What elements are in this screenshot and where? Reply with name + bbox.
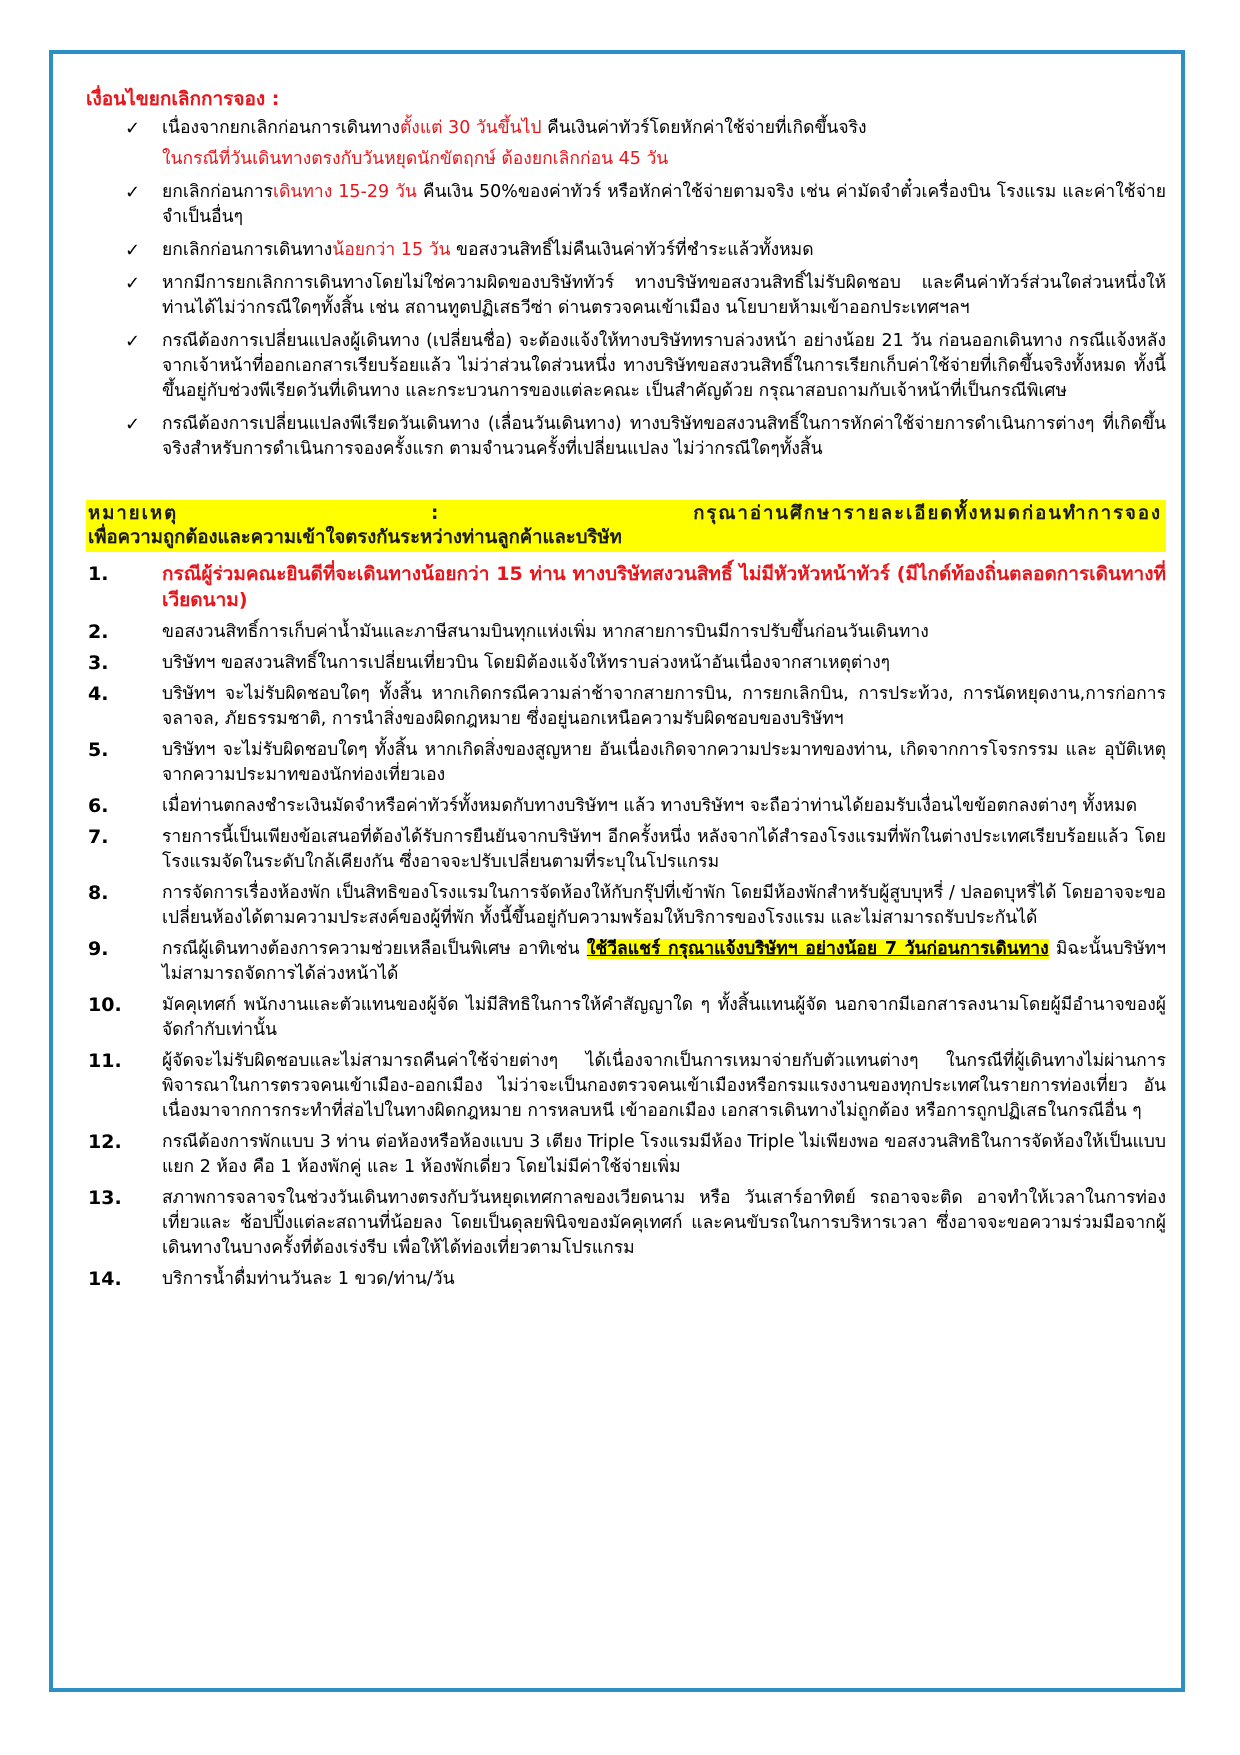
item-red-text: น้อยกว่า 15 วัน bbox=[332, 240, 451, 260]
term-number: 2. bbox=[88, 621, 109, 643]
cancellation-item bbox=[86, 329, 1166, 404]
term-text: การจัดการเรื่องห้องพัก เป็นสิทธิของโรงแรมในการจัดห้องให้กับกรุ๊ปที่เข้าพัก โดยมีห้องพักสำหรับผู้สูบบุหรี่ / ปลอดบุหรี่ได้ โดยอาจจะขอเปลี่ยนห้องได้ตามความประสงค์ของผู้ที่พัก ทั้งนี้ขึ้นอยู่กับความพร้อมให้บริการของโรงแรม และไม่สามารถรับประกันได้ bbox=[162, 883, 1166, 928]
term-item bbox=[86, 620, 1166, 645]
item-text: กรณีต้องการเปลี่ยนแปลงผู้เดินทาง (เปลี่ยนชื่อ) จะต้องแจ้งให้ทางบริษัททราบล่วงหน้า อย่างน้อย 21 วัน ก่อนออกเดินทาง กรณีแจ้งหลังจากเจ้าหน้าที่ออกเอกสารเรียบร้อยแล้ว ไม่ว่าส่วนใดส่วนหนึ่ง ทางบริษัทขอสงวนสิทธิ์ในการเรียกเก็บค่าใช้จ่ายที่เกิดขึ้นจริงทั้งหมด ทั้งนี้ขึ้นอยู่กับช่วงพีเรียดวันที่เดินทาง และกระบวนการของแต่ละคณะ เป็นสำคัญด้วย กรุณาสอบถามกับเจ้าหน้าที่เป็นกรณีพิเศษ bbox=[162, 331, 1166, 401]
term-text: บริการน้ำดื่มท่านวันละ 1 ขวด/ท่าน/วัน bbox=[162, 1269, 455, 1289]
term-number: 3. bbox=[88, 652, 109, 674]
term-item bbox=[86, 881, 1166, 931]
item-text: ยกเลิกก่อนการเดินทาง bbox=[162, 240, 333, 260]
item-text: เนื่องจากยกเลิกก่อนการเดินทาง bbox=[162, 118, 400, 138]
term-item bbox=[86, 1267, 1166, 1292]
term-item bbox=[86, 1049, 1166, 1124]
term-text: มัคคุเทศก์ พนักงานและตัวแทนของผู้จัด ไม่มีสิทธิในการให้คำสัญญาใด ๆ ทั้งสิ้นแทนผู้จัด นอกจากมีเอกสารลงนามโดยผู้มีอำนาจของผู้จัดกำกับเท่านั้น bbox=[162, 995, 1166, 1040]
term-text: กรณีผู้เดินทางต้องการความช่วยเหลือเป็นพิเศษ อาทิเช่น bbox=[162, 939, 587, 959]
term-number: 7. bbox=[88, 826, 109, 848]
term-item bbox=[86, 738, 1166, 788]
term-item bbox=[86, 1186, 1166, 1261]
cancellation-item bbox=[86, 238, 1166, 263]
note-subtitle: เพื่อความถูกต้องและความเข้าใจตรงกันระหว่างท่านลูกค้าและบริษัท bbox=[88, 527, 622, 548]
term-item bbox=[86, 794, 1166, 819]
term-item bbox=[86, 562, 1166, 614]
document-content bbox=[86, 86, 1166, 1298]
cancellation-list bbox=[86, 116, 1166, 462]
item-text: คืนเงินค่าทัวร์โดยหักค่าใช้จ่ายที่เกิดขึ้นจริง bbox=[541, 118, 867, 138]
term-text: เมื่อท่านตกลงชำระเงินมัดจำหรือค่าทัวร์ทั้งหมดกับทางบริษัทฯ แล้ว ทางบริษัทฯ จะถือว่าท่านได้ยอมรับเงื่อนไขข้อตกลงต่างๆ ทั้งหมด bbox=[162, 796, 1138, 816]
term-red-text: กรณีผู้ร่วมคณะยินดีที่จะเดินทางน้อยกว่า 15 ท่าน ทางบริษัทสงวนสิทธิ์ ไม่มีหัวหัวหน้าทัวร์ (มีไกด์ท้องถิ่นตลอดการเดินทางที่เวียดนาม) bbox=[162, 563, 1166, 611]
term-number: 1. bbox=[88, 563, 109, 585]
term-text: บริษัทฯ จะไม่รับผิดชอบใดๆ ทั้งสิ้น หากเกิดสิ่งของสูญหาย อันเนื่องเกิดจากความประมาทของท่าน, เกิดจากการโจรกรรม และ อุบัติเหตุจากความประมาทของนักท่องเที่ยวเอง bbox=[162, 740, 1166, 785]
item-text: ขอสงวนสิทธิ์ไม่คืนเงินค่าทัวร์ที่ชำระแล้วทั้งหมด bbox=[450, 240, 814, 260]
cancellation-item bbox=[86, 180, 1166, 230]
item-text: คืนเงิน 50%ของค่าทัวร์ หรือหักค่าใช้จ่ายตามจริง เช่น ค่ามัดจำตั๋วเครื่องบิน โรงแรม และค่าใช้จ่ายจำเป็นอื่นๆ bbox=[162, 182, 1166, 227]
cancellation-item bbox=[86, 116, 1166, 172]
term-item bbox=[86, 993, 1166, 1043]
check-icon: ✓ bbox=[125, 414, 141, 435]
term-number: 9. bbox=[88, 938, 109, 960]
term-text: มิฉะนั้นบริษัทฯไม่สามารถจัดการได้ล่วงหน้าได้ bbox=[162, 939, 1166, 984]
cancellation-item bbox=[86, 412, 1166, 462]
term-number: 6. bbox=[88, 795, 109, 817]
term-number: 5. bbox=[88, 739, 109, 761]
term-text: ขอสงวนสิทธิ์การเก็บค่าน้ำมันและภาษีสนามบินทุกแห่งเพิ่ม หากสายการบินมีการปรับขึ้นก่อนวันเดินทาง bbox=[162, 622, 929, 642]
item-red-text: เดินทาง 15-29 วัน bbox=[273, 182, 417, 202]
cancellation-item bbox=[86, 271, 1166, 321]
note-banner bbox=[86, 500, 1166, 552]
terms-list bbox=[86, 562, 1166, 1292]
term-item bbox=[86, 651, 1166, 676]
check-icon: ✓ bbox=[125, 118, 141, 139]
note-title: หมายเหตุ : กรุณาอ่านศึกษารายละเอียดทั้งหมดก่อนทำการจอง bbox=[88, 503, 1162, 524]
holiday-note: ในกรณีที่วันเดินทางตรงกับวันหยุดนักขัตฤกษ์ ต้องยกเลิกก่อน 45 วัน bbox=[162, 149, 669, 169]
term-number: 14. bbox=[88, 1268, 122, 1290]
term-item bbox=[86, 682, 1166, 732]
item-text: ยกเลิกก่อนการ bbox=[162, 182, 274, 202]
item-text: กรณีต้องการเปลี่ยนแปลงพีเรียดวันเดินทาง (เลื่อนวันเดินทาง) ทางบริษัทขอสงวนสิทธิ์ในการหักค่าใช้จ่ายการดำเนินการต่างๆ ที่เกิดขึ้นจริงสำหรับการดำเนินการจองครั้งแรก ตามจำนวนครั้งที่เปลี่ยนแปลง ไม่ว่ากรณีใดๆทั้งสิ้น bbox=[162, 414, 1166, 459]
item-red-text: ตั้งแต่ 30 วันขึ้นไป bbox=[399, 118, 542, 138]
check-icon: ✓ bbox=[125, 273, 141, 294]
term-text: บริษัทฯ จะไม่รับผิดชอบใดๆ ทั้งสิ้น หากเกิดกรณีความล่าช้าจากสายการบิน, การยกเลิกบิน, การประท้วง, การนัดหยุดงาน,การก่อการจลาจล, ภัยธรรมชาติ, การนำสิ่งของผิดกฎหมาย ซึ่งอยู่นอกเหนือความรับผิดชอบของบริษัทฯ bbox=[162, 684, 1166, 729]
term-item bbox=[86, 937, 1166, 987]
term-number: 4. bbox=[88, 683, 109, 705]
check-icon: ✓ bbox=[125, 182, 141, 203]
check-icon: ✓ bbox=[125, 331, 141, 352]
term-number: 8. bbox=[88, 882, 109, 904]
term-text: สภาพการจลาจรในช่วงวันเดินทางตรงกับวันหยุดเทศกาลของเวียดนาม หรือ วันเสาร์อาทิตย์ รถอาจจะติด อาจทำให้เวลาในการท่องเที่ยวและ ช้อปปิ้งแต่ละสถานที่น้อยลง โดยเป็นดุลยพินิจของมัคคุเทศก์ และคนขับรถในการบริหารเวลา ซึ่งอาจจะขอความร่วมมือจากผู้เดินทางในบางครั้งที่ต้องเร่งรีบ เพื่อให้ได้ท่องเที่ยวตามโปรแกรม bbox=[162, 1188, 1166, 1258]
term-number: 11. bbox=[88, 1050, 122, 1072]
term-item bbox=[86, 825, 1166, 875]
term-item bbox=[86, 1130, 1166, 1180]
term-number: 12. bbox=[88, 1131, 122, 1153]
wheelchair-highlight: ใช้วีลแชร์ กรุณาแจ้งบริษัทฯ อย่างน้อย 7 วันก่อนการเดินทาง bbox=[586, 939, 1049, 959]
cancellation-heading: เงื่อนไขยกเลิกการจอง : bbox=[86, 88, 280, 110]
term-number: 13. bbox=[88, 1187, 122, 1209]
item-text: หากมีการยกเลิกการเดินทางโดยไม่ใช่ความผิดของบริษัททัวร์ ทางบริษัทขอสงวนสิทธิ์ไม่รับผิดชอบ และคืนค่าทัวร์ส่วนใดส่วนหนึ่งให้ท่านได้ไม่ว่ากรณีใดๆทั้งสิ้น เช่น สถานทูตปฏิเสธวีซ่า ด่านตรวจคนเข้าเมือง นโยบายห้ามเข้าออกประเทศฯลฯ bbox=[162, 273, 1166, 318]
term-text: กรณีต้องการพักแบบ 3 ท่าน ต่อห้องหรือห้องแบบ 3 เตียง Triple โรงแรมมีห้อง Triple ไม่เพียงพอ ขอสงวนสิทธิในการจัดห้องให้เป็นแบบ แยก 2 ห้อง คือ 1 ห้องพักคู่ และ 1 ห้องพักเดี่ยว โดยไม่มีค่าใช้จ่ายเพิ่ม bbox=[162, 1132, 1166, 1177]
term-text: ผู้จัดจะไม่รับผิดชอบและไม่สามารถคืนค่าใช้จ่ายต่างๆ ได้เนื่องจากเป็นการเหมาจ่ายกับตัวแทนต่างๆ ในกรณีที่ผู้เดินทางไม่ผ่านการพิจารณาในการตรวจคนเข้าเมือง-ออกเมือง ไม่ว่าจะเป็นกองตรวจคนเข้าเมืองหรือกรมแรงงานของทุกประเทศในรายการท่องเที่ยว อันเนื่องมาจากการกระทำที่ส่อไปในทางผิดกฎหมาย การหลบหนี เข้าออกเมือง เอกสารเดินทางไม่ถูกต้อง หรือการถูกปฏิเสธในกรณีอื่น ๆ bbox=[162, 1051, 1166, 1121]
term-number: 10. bbox=[88, 994, 122, 1016]
term-text: บริษัทฯ ขอสงวนสิทธิ์ในการเปลี่ยนเที่ยวบิน โดยมิต้องแจ้งให้ทราบล่วงหน้าอันเนื่องจากสาเหตุต่างๆ bbox=[162, 653, 891, 673]
check-icon: ✓ bbox=[125, 240, 141, 261]
term-text: รายการนี้เป็นเพียงข้อเสนอที่ต้องได้รับการยืนยันจากบริษัทฯ อีกครั้งหนึ่ง หลังจากได้สำรองโรงแรมที่พักในต่างประเทศเรียบร้อยแล้ว โดยโรงแรมจัดในระดับใกล้เคียงกัน ซึ่งอาจจะปรับเปลี่ยนตามที่ระบุในโปรแกรม bbox=[162, 827, 1166, 872]
